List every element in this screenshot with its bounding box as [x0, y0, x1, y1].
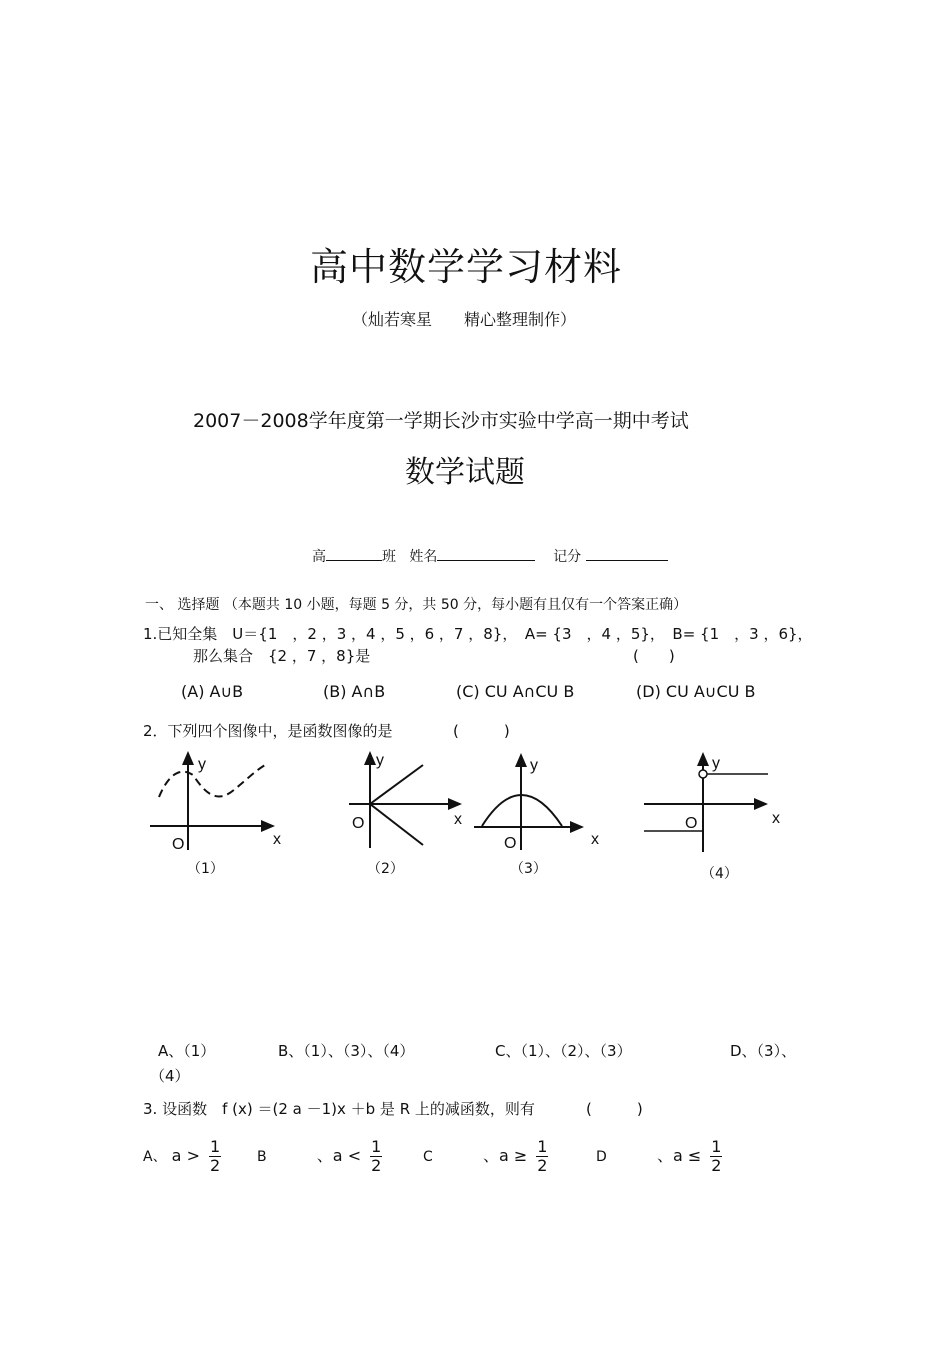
page-title: 高中数学学习材料	[310, 245, 623, 289]
section-heading: 一、 选择题 （本题共 10 小题，每题 5 分，共 50 分，每小题有且仅有一个答案正确）	[145, 597, 688, 613]
fraction-numerator: 1	[209, 1137, 221, 1156]
q1-stem: 1.已知全集 U＝{1 ，2 ，3 ，4 ，5 ，6 ，7 ，8}， A= {3 ，4 ，5}， B= {1 ，3 ，6}，	[143, 625, 813, 643]
q3-option-d-fraction	[710, 1138, 722, 1175]
q3-option-b-fraction	[370, 1138, 382, 1175]
q2-option-b[interactable]: B、（1）、（3）、（4）	[278, 1042, 415, 1060]
q3-option-c[interactable]	[423, 1138, 548, 1175]
score-blank[interactable]	[586, 546, 668, 561]
q3-answer-paren: ( )	[586, 1100, 643, 1118]
q3-option-d-expr: 、a ≤	[656, 1146, 702, 1165]
fraction-numerator: 1	[711, 1137, 722, 1156]
q2-option-d-cont: （4）	[150, 1067, 190, 1085]
exam-heading: 2007－2008学年度第一学期长沙市实验中学高一期中考试	[193, 410, 689, 432]
graph-4-open-point	[699, 770, 707, 778]
graph-3	[470, 748, 610, 858]
q3-option-b-expr: 、a <	[316, 1146, 362, 1165]
q1-option-c[interactable]: (C) CU A∩CU B	[456, 682, 575, 701]
score-label: 记分	[553, 549, 582, 565]
graph-4	[640, 748, 785, 863]
q2-stem: 2．下列四个图像中，是函数图像的是	[143, 722, 393, 740]
q3-option-a-fraction	[209, 1138, 221, 1175]
q3-option-d[interactable]	[596, 1138, 722, 1175]
graph-4-x-label: x	[772, 810, 780, 827]
graph-2-upper-ray	[370, 765, 423, 804]
q2-answer-paren: ( )	[453, 722, 510, 740]
q1-stem-cont: 那么集合 {2 ，7 ，8}是	[193, 647, 371, 665]
q3-option-b[interactable]	[257, 1138, 382, 1175]
graph-2-caption: （2）	[367, 861, 404, 877]
fraction-denominator: 2	[209, 1156, 221, 1175]
grade-label: 高	[312, 549, 326, 565]
graph-3-x-label: x	[591, 831, 599, 848]
graph-4-caption: （4）	[701, 866, 738, 882]
graph-1-x-label: x	[273, 831, 281, 848]
q3-option-c-label: C	[423, 1149, 433, 1165]
graph-2-lower-ray	[370, 804, 423, 845]
exam-subject: 数学试题	[405, 455, 525, 490]
student-info-line	[312, 546, 668, 566]
graph-4-y-label: y	[712, 755, 720, 772]
q3-option-b-label: B	[257, 1149, 267, 1165]
q2-option-a[interactable]: A、（1）	[158, 1042, 216, 1060]
fraction-numerator: 1	[537, 1137, 548, 1156]
q1-option-d[interactable]: (D) CU A∪CU B	[636, 682, 756, 701]
fraction-denominator: 2	[537, 1156, 548, 1175]
q3-option-c-fraction	[536, 1138, 548, 1175]
grade-blank[interactable]	[326, 546, 382, 561]
graph-4-origin: O	[685, 815, 698, 832]
graph-2-x-label: x	[454, 811, 462, 828]
graph-1-y-label: y	[198, 756, 206, 773]
graph-1-caption: （1）	[187, 861, 224, 877]
graph-2-y-label: y	[376, 752, 384, 769]
q3-option-d-label: D	[596, 1149, 607, 1165]
fraction-denominator: 2	[711, 1156, 722, 1175]
q3-option-a-label: A、	[143, 1149, 167, 1165]
graph-1-origin: O	[172, 836, 185, 853]
page-subtitle: （灿若寒星 精心整理制作）	[352, 310, 577, 329]
graph-3-caption: （3）	[510, 861, 547, 877]
graph-1-curve	[159, 765, 265, 797]
graph-3-y-label: y	[530, 757, 538, 774]
name-label: 姓名	[409, 549, 438, 565]
class-label: 班	[382, 549, 396, 565]
fraction-numerator: 1	[371, 1137, 382, 1156]
q3-option-a-expr: a >	[171, 1146, 200, 1165]
name-blank[interactable]	[437, 546, 535, 561]
graph-3-origin: O	[504, 835, 517, 852]
q3-option-c-expr: 、a ≥	[482, 1146, 528, 1165]
q2-option-d[interactable]: D、（3）、	[730, 1042, 797, 1060]
q2-option-c[interactable]: C、（1）、（2）、（3）	[495, 1042, 632, 1060]
graph-2	[345, 745, 470, 855]
graph-2-origin: O	[352, 815, 365, 832]
q1-option-b[interactable]: (B) A∩B	[323, 682, 386, 701]
q3-stem: 3. 设函数 f (x) ＝(2 a －1)x ＋b 是 R 上的减函数，则有	[143, 1100, 535, 1118]
q3-option-a[interactable]	[143, 1138, 221, 1175]
graph-1	[145, 745, 295, 855]
q1-option-a[interactable]: (A) A∪B	[181, 682, 244, 701]
q1-answer-paren: ( )	[633, 647, 675, 665]
fraction-denominator: 2	[371, 1156, 382, 1175]
